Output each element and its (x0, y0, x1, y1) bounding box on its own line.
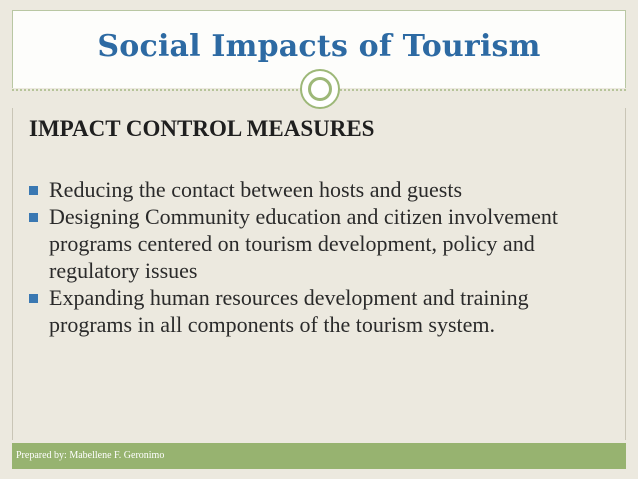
bullet-text: Designing Community education and citizen involvement programs centered on tourism development, policy and regulatory issues (49, 204, 558, 283)
square-bullet-icon (29, 213, 38, 222)
list-item (27, 284, 607, 338)
content-area (12, 108, 626, 440)
list-item (27, 203, 607, 284)
footer-band (12, 443, 626, 469)
bullet-list (27, 176, 607, 338)
square-bullet-icon (29, 294, 38, 303)
double-circle-icon (300, 69, 340, 109)
section-heading: IMPACT CONTROL MEASURES (29, 116, 375, 141)
bullet-text: Expanding human resources development and training programs in all components of the tourism system. (49, 285, 529, 337)
slide-title: Social Impacts of Tourism (97, 29, 541, 64)
square-bullet-icon (29, 186, 38, 195)
footer-credit: Prepared by: Mabellene F. Geronimo (16, 450, 165, 461)
list-item (27, 176, 607, 203)
bullet-text: Reducing the contact between hosts and guests (49, 177, 463, 202)
